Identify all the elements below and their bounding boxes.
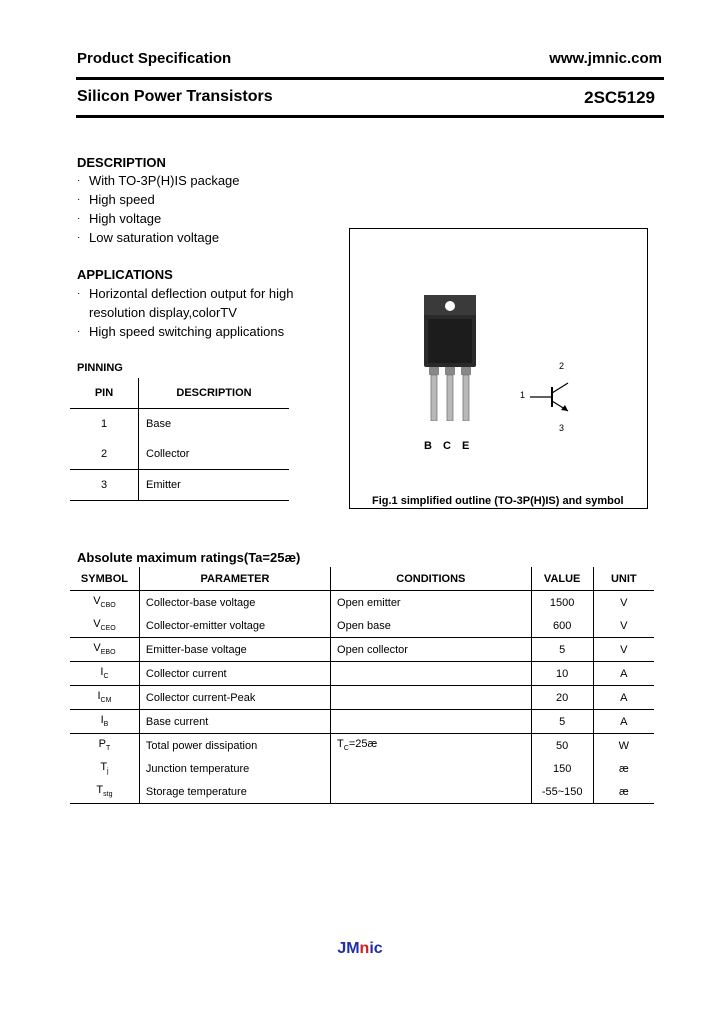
description-title: DESCRIPTION bbox=[77, 155, 166, 170]
figure-box bbox=[349, 228, 648, 509]
table-row: 2 Collector bbox=[70, 439, 289, 470]
pin-letter-b: B bbox=[424, 440, 432, 452]
bullet-icon: · bbox=[77, 288, 81, 299]
table-row: $I_{CM}$ Collector current-Peak 20 A bbox=[70, 686, 654, 710]
table-row: $T_j$ Junction temperature 150 æ bbox=[70, 757, 654, 780]
bullet-icon: · bbox=[77, 232, 81, 243]
header-rule bbox=[76, 77, 664, 80]
table-row: 1 Base bbox=[70, 409, 289, 440]
ratings-title: Absolute maximum ratings(Ta=25æ) bbox=[77, 550, 301, 565]
table-row: $V_{CBO}$ Collector-base voltage Open emitter 1500 V bbox=[70, 591, 654, 615]
product-line: Silicon Power Transistors bbox=[77, 88, 273, 105]
bullet-icon: · bbox=[77, 326, 81, 337]
applications-list bbox=[77, 284, 294, 341]
symbol-label-2: 2 bbox=[559, 361, 565, 371]
bullet-icon: · bbox=[77, 213, 81, 224]
table-row: $T_{stg}$ Storage temperature -55~150 æ bbox=[70, 780, 654, 804]
symbol-header: SYMBOL bbox=[80, 572, 128, 585]
part-number: 2SC5129 bbox=[584, 88, 655, 107]
symbol-label-3: 3 bbox=[559, 423, 565, 433]
list-item: · High voltage bbox=[77, 211, 162, 226]
pin-header: PIN bbox=[94, 387, 114, 399]
symbol-label-1: 1 bbox=[520, 390, 526, 400]
footer-brand-logo: JMnic bbox=[337, 940, 383, 957]
table-row: $V_{CEO}$ Collector-emitter voltage Open base 600 V bbox=[70, 614, 654, 638]
pinning-table bbox=[70, 378, 289, 501]
list-item: · Horizontal deflection output for high bbox=[77, 286, 294, 301]
pinning-title: PINNING bbox=[77, 362, 123, 374]
description-header: DESCRIPTION bbox=[139, 378, 290, 409]
conditions-header: CONDITIONS bbox=[331, 567, 532, 591]
table-row: $P_T$ Total power dissipation $T_C=25æ$ 50 W bbox=[70, 734, 654, 758]
list-item: · Low saturation voltage bbox=[77, 230, 220, 245]
pin-letters bbox=[424, 440, 469, 452]
ratings-table bbox=[70, 567, 654, 804]
table-row: 3 Emitter bbox=[70, 470, 289, 501]
unit-header: UNIT bbox=[593, 567, 654, 591]
header-left: Product Specification bbox=[77, 50, 232, 67]
to3p-package-image bbox=[416, 291, 486, 421]
title-rule bbox=[76, 115, 664, 118]
list-item: · High speed switching applications bbox=[77, 324, 285, 339]
value-header: VALUE bbox=[531, 567, 593, 591]
list-item: · With TO-3P(H)IS package bbox=[77, 173, 240, 188]
header-website[interactable]: www.jmnic.com bbox=[549, 50, 662, 67]
table-row: $I_C$ Collector current 10 A bbox=[70, 662, 654, 686]
pin-letter-e: E bbox=[462, 440, 470, 452]
list-item: · High speed bbox=[77, 192, 155, 207]
table-header-row bbox=[70, 378, 289, 409]
applications-title: APPLICATIONS bbox=[77, 267, 173, 282]
bullet-icon: · bbox=[77, 175, 81, 186]
table-header-row bbox=[70, 567, 654, 591]
pin-letter-c: C bbox=[443, 440, 451, 452]
list-item: resolution display,colorTV bbox=[89, 305, 237, 320]
bullet-icon: · bbox=[77, 194, 81, 205]
npn-transistor-symbol-icon bbox=[530, 365, 590, 425]
table-row: $V_{EBO}$ Emitter-base voltage Open collector 5 V bbox=[70, 638, 654, 662]
description-list bbox=[77, 171, 240, 247]
table-row: $I_B$ Base current 5 A bbox=[70, 710, 654, 734]
figure-caption: Fig.1 simplified outline (TO-3P(H)IS) and symbol bbox=[372, 495, 624, 507]
parameter-header: PARAMETER bbox=[139, 567, 330, 591]
